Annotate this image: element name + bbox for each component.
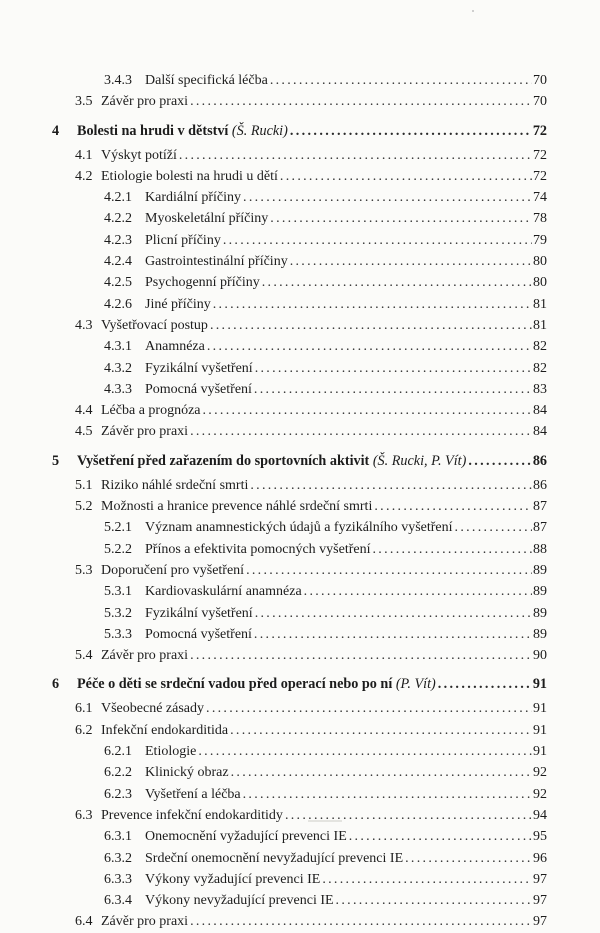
toc-page-number: 70 xyxy=(533,94,547,110)
toc-leader-dots xyxy=(438,672,532,697)
toc-entry[interactable] xyxy=(0,539,547,560)
toc-title xyxy=(145,517,455,538)
toc-title-text: Závěr pro praxi xyxy=(101,424,189,440)
toc-entry[interactable] xyxy=(0,379,547,400)
toc-title xyxy=(145,251,290,272)
toc-title-text: Výkony vyžadující prevenci IE xyxy=(145,871,321,887)
toc-title-text: Význam anamnestických údajů a fyzikálního vyšetření xyxy=(145,520,453,536)
toc-leader-dots xyxy=(179,145,532,166)
toc-title-text: Etiologie bolesti na hrudi u dětí xyxy=(101,168,278,184)
toc-number: 5.3.2 xyxy=(104,605,132,621)
toc-page-number: 70 xyxy=(533,73,547,88)
toc-number: 6.3.3 xyxy=(104,871,132,887)
toc-number: 6.2 xyxy=(75,722,93,738)
toc-leader-dots xyxy=(374,496,532,517)
toc-title xyxy=(145,762,231,783)
toc-title-text: Léčba a prognóza xyxy=(101,403,201,419)
toc-page-number: 94 xyxy=(533,807,547,823)
toc-title-text: Všeobecné zásady xyxy=(101,701,205,717)
toc-leader-dots xyxy=(254,379,532,400)
toc-title xyxy=(145,70,270,91)
toc-title xyxy=(145,294,213,315)
toc-leader-dots xyxy=(270,70,532,91)
toc-title xyxy=(101,91,190,112)
toc-leader-dots xyxy=(190,91,532,112)
toc-title-text: Závěr pro praxi xyxy=(101,94,189,110)
toc-leader-dots xyxy=(304,581,532,602)
toc-entry[interactable] xyxy=(0,315,547,336)
toc-number: 4.2.1 xyxy=(104,190,132,206)
toc-page-number: 81 xyxy=(533,317,547,333)
toc-leader-dots xyxy=(290,119,532,144)
toc-number: 5.3.3 xyxy=(104,626,132,642)
toc-author: (Š. Rucki, P. Vít) xyxy=(372,452,467,469)
toc-title xyxy=(77,672,438,697)
toc-leader-dots xyxy=(290,251,532,272)
toc-entry[interactable] xyxy=(0,560,547,581)
toc-entry[interactable] xyxy=(0,741,547,762)
toc-page-number: 89 xyxy=(533,584,547,600)
toc-entry[interactable] xyxy=(0,294,547,315)
toc-number: 4.3.3 xyxy=(104,381,132,397)
toc-title xyxy=(101,475,250,496)
toc-title-text: Doporučení pro vyšetření xyxy=(101,562,245,578)
toc-title-text: Fyzikální vyšetření xyxy=(145,605,253,621)
toc-number: 5.3 xyxy=(75,562,93,578)
toc-title xyxy=(145,890,336,911)
toc-number: 4.2.4 xyxy=(104,254,132,270)
toc-leader-dots xyxy=(255,603,532,624)
toc-title-text: Srdeční onemocnění nevyžadující prevenci IE xyxy=(145,850,404,866)
toc-title xyxy=(145,624,254,645)
toc-number: 4.3.1 xyxy=(104,339,132,355)
toc-title xyxy=(145,869,322,890)
toc-number: 4.3 xyxy=(75,317,93,333)
toc-chapter[interactable] xyxy=(0,672,547,697)
toc-author: (P. Vít) xyxy=(395,676,436,693)
toc-title xyxy=(145,603,255,624)
toc-entry[interactable] xyxy=(0,475,547,496)
toc-title-text: Vyšetření a léčba xyxy=(145,786,241,802)
toc-number: 3.4.3 xyxy=(104,73,132,88)
toc-entry[interactable] xyxy=(0,91,547,112)
toc-leader-dots xyxy=(373,539,533,560)
toc-title-text: Výkony nevyžadující prevenci IE xyxy=(145,893,334,909)
scan-speck xyxy=(472,10,474,12)
toc-leader-dots xyxy=(207,336,532,357)
toc-entry[interactable] xyxy=(0,805,547,826)
toc-page-number: 80 xyxy=(533,254,547,270)
toc-page-number: 79 xyxy=(533,232,547,248)
toc-leader-dots xyxy=(455,517,532,538)
toc-title xyxy=(101,720,230,741)
toc-title xyxy=(101,145,179,166)
toc-page-number: 97 xyxy=(533,914,547,930)
toc-title-text: Péče o děti se srdeční vadou před operací nebo po ní xyxy=(77,676,396,693)
toc-number: 6.4 xyxy=(75,914,93,930)
toc-leader-dots xyxy=(243,784,532,805)
toc-title xyxy=(145,848,405,869)
toc-leader-dots xyxy=(270,208,532,229)
toc-title xyxy=(145,784,243,805)
toc-title-text: Vyšetřovací postup xyxy=(101,317,208,333)
toc-leader-dots xyxy=(280,166,532,187)
toc-leader-dots xyxy=(468,449,531,474)
toc-page-number: 86 xyxy=(532,452,547,469)
toc-leader-dots xyxy=(213,294,532,315)
toc-title xyxy=(145,336,207,357)
toc-entry[interactable] xyxy=(0,911,547,932)
toc-entry[interactable] xyxy=(0,848,547,869)
toc-title xyxy=(145,826,349,847)
toc-number: 5.1 xyxy=(75,477,93,493)
toc-leader-dots xyxy=(255,358,532,379)
toc-entry[interactable] xyxy=(0,784,547,805)
toc-number: 5 xyxy=(52,452,60,469)
toc-page-number: 82 xyxy=(533,339,547,355)
toc-title-text: Gastrointestinální příčiny xyxy=(145,254,288,270)
toc-page-number: 72 xyxy=(533,147,547,163)
toc-leader-dots xyxy=(190,911,532,932)
toc-entry[interactable] xyxy=(0,251,547,272)
toc-number: 5.2.2 xyxy=(104,541,132,557)
toc-entry[interactable] xyxy=(0,496,547,517)
toc-title xyxy=(101,400,203,421)
toc-title xyxy=(145,741,198,762)
toc-page-number: 84 xyxy=(533,403,547,419)
toc-number: 4 xyxy=(52,122,60,139)
toc-title xyxy=(101,560,246,581)
toc-title xyxy=(145,187,243,208)
toc-leader-dots xyxy=(250,475,532,496)
toc-page-number: 87 xyxy=(533,520,547,536)
toc-entry[interactable] xyxy=(0,698,547,719)
toc-number: 4.2 xyxy=(75,168,93,184)
toc-leader-dots xyxy=(405,848,532,869)
toc-page-number: 97 xyxy=(533,893,547,909)
toc-title xyxy=(101,645,190,666)
toc-number: 6.1 xyxy=(75,701,93,717)
toc-number: 4.2.3 xyxy=(104,232,132,248)
toc-entry[interactable] xyxy=(0,762,547,783)
toc-page-number: 74 xyxy=(533,190,547,206)
toc-entry[interactable] xyxy=(0,70,547,91)
toc-title xyxy=(101,421,190,442)
toc-title xyxy=(101,496,374,517)
toc-page-number: 91 xyxy=(532,676,547,693)
toc-title-text: Přínos a efektivita pomocných vyšetření xyxy=(145,541,371,557)
toc-page-number: 86 xyxy=(533,477,547,493)
toc-number: 5.4 xyxy=(75,648,93,664)
toc-page-number: 97 xyxy=(533,871,547,887)
toc-entry[interactable] xyxy=(0,869,547,890)
toc-author: (Š. Rucki) xyxy=(231,122,288,139)
toc-page-number: 89 xyxy=(533,605,547,621)
toc-leader-dots xyxy=(206,698,532,719)
toc-title-text: Kardiální příčiny xyxy=(145,190,242,206)
toc-number: 5.2 xyxy=(75,499,93,515)
toc-entry[interactable] xyxy=(0,890,547,911)
toc-page-number: 91 xyxy=(533,722,547,738)
toc-entry[interactable] xyxy=(0,230,547,251)
toc-page-number: 72 xyxy=(532,122,547,139)
toc-chapter[interactable] xyxy=(0,449,547,474)
toc-page-number: 72 xyxy=(533,168,547,184)
toc-number: 6.3 xyxy=(75,807,93,823)
toc-title xyxy=(145,379,254,400)
toc-entry[interactable] xyxy=(0,208,547,229)
toc-leader-dots xyxy=(190,645,532,666)
toc-entry[interactable] xyxy=(0,187,547,208)
toc-entry[interactable] xyxy=(0,336,547,357)
toc-title-text: Jiné příčiny xyxy=(145,296,211,312)
toc-title-text: Anamnéza xyxy=(145,339,205,355)
toc-title-text: Psychogenní příčiny xyxy=(145,275,260,291)
toc-page-number: 92 xyxy=(533,765,547,781)
toc-title xyxy=(77,449,468,474)
toc-number: 5.2.1 xyxy=(104,520,132,536)
toc-page-number: 91 xyxy=(533,701,547,717)
toc-title-text: Plicní příčiny xyxy=(145,232,221,248)
toc-title xyxy=(77,119,290,144)
toc-leader-dots xyxy=(262,272,532,293)
toc-title-text: Závěr pro praxi xyxy=(101,914,189,930)
toc-page-number: 92 xyxy=(533,786,547,802)
toc-leader-dots xyxy=(223,230,532,251)
toc-title-text: Prevence infekční endokarditidy xyxy=(101,807,283,823)
toc-title xyxy=(145,272,262,293)
toc-leader-dots xyxy=(210,315,532,336)
toc-entry[interactable] xyxy=(0,400,547,421)
toc-title xyxy=(101,805,285,826)
toc-page-number: 83 xyxy=(533,381,547,397)
toc-entry[interactable] xyxy=(0,517,547,538)
toc-number: 3.5 xyxy=(75,94,93,110)
toc-number: 4.3.2 xyxy=(104,360,132,376)
toc-number: 4.4 xyxy=(75,403,93,419)
toc-number: 6 xyxy=(52,676,60,693)
toc-leader-dots xyxy=(254,624,532,645)
toc-title-text: Kardiovaskulární anamnéza xyxy=(145,584,302,600)
toc-number: 6.2.1 xyxy=(104,744,132,760)
toc-page-number: 84 xyxy=(533,424,547,440)
toc-entry[interactable] xyxy=(0,145,547,166)
toc-title xyxy=(145,358,255,379)
toc-page-number: 80 xyxy=(533,275,547,291)
toc-entry[interactable] xyxy=(0,358,547,379)
toc-page-number: 88 xyxy=(533,541,547,557)
table-of-contents xyxy=(0,70,600,933)
toc-leader-dots xyxy=(231,762,532,783)
toc-number: 6.2.2 xyxy=(104,765,132,781)
toc-leader-dots xyxy=(336,890,532,911)
toc-page-number: 96 xyxy=(533,850,547,866)
toc-entry[interactable] xyxy=(0,603,547,624)
toc-page-number: 87 xyxy=(533,499,547,515)
scan-artifact xyxy=(308,820,342,822)
toc-title xyxy=(101,315,210,336)
toc-entry[interactable] xyxy=(0,166,547,187)
toc-chapter[interactable] xyxy=(0,119,547,144)
toc-page-number: 90 xyxy=(533,648,547,664)
toc-title-text: Pomocná vyšetření xyxy=(145,381,252,397)
toc-entry[interactable] xyxy=(0,624,547,645)
toc-title-text: Pomocná vyšetření xyxy=(145,626,252,642)
toc-number: 4.2.2 xyxy=(104,211,132,227)
toc-leader-dots xyxy=(349,826,532,847)
toc-page-number: 95 xyxy=(533,829,547,845)
toc-page-number: 81 xyxy=(533,296,547,312)
toc-number: 6.3.2 xyxy=(104,850,132,866)
toc-title xyxy=(101,166,280,187)
toc-number: 4.2.5 xyxy=(104,275,132,291)
toc-entry[interactable] xyxy=(0,826,547,847)
toc-entry[interactable] xyxy=(0,421,547,442)
toc-number: 5.3.1 xyxy=(104,584,132,600)
toc-leader-dots xyxy=(203,400,533,421)
toc-title-text: Bolesti na hrudi v dětství xyxy=(77,122,232,139)
toc-page-number: 89 xyxy=(533,626,547,642)
toc-leader-dots xyxy=(322,869,532,890)
toc-entry[interactable] xyxy=(0,272,547,293)
toc-number: 4.1 xyxy=(75,147,93,163)
toc-page-number: 82 xyxy=(533,360,547,376)
toc-title-text: Onemocnění vyžadující prevenci IE xyxy=(145,829,347,845)
toc-title xyxy=(145,581,304,602)
toc-number: 6.3.1 xyxy=(104,829,132,845)
toc-page-number: 89 xyxy=(533,562,547,578)
toc-title-text: Fyzikální vyšetření xyxy=(145,360,253,376)
toc-leader-dots xyxy=(198,741,532,762)
toc-number: 6.3.4 xyxy=(104,893,132,909)
toc-entry[interactable] xyxy=(0,720,547,741)
toc-page-number: 91 xyxy=(533,744,547,760)
toc-number: 6.2.3 xyxy=(104,786,132,802)
toc-title-text: Závěr pro praxi xyxy=(101,648,189,664)
toc-title-text: Vyšetření před zařazením do sportovních aktivit xyxy=(77,452,373,469)
toc-leader-dots xyxy=(243,187,532,208)
toc-leader-dots xyxy=(230,720,532,741)
toc-title xyxy=(145,208,270,229)
toc-title xyxy=(101,698,206,719)
toc-number: 4.5 xyxy=(75,424,93,440)
toc-page-number: 78 xyxy=(533,211,547,227)
toc-title-text: Výskyt potíží xyxy=(101,147,177,163)
toc-leader-dots xyxy=(285,805,532,826)
toc-leader-dots xyxy=(246,560,532,581)
toc-number: 4.2.6 xyxy=(104,296,132,312)
toc-title-text: Myoskeletální příčiny xyxy=(145,211,269,227)
toc-leader-dots xyxy=(190,421,532,442)
toc-title-text: Další specifická léčba xyxy=(145,73,268,88)
toc-title-text: Infekční endokarditida xyxy=(101,722,229,738)
toc-title-text: Etiologie xyxy=(145,744,197,760)
toc-title-text: Klinický obraz xyxy=(145,765,229,781)
toc-title xyxy=(145,230,223,251)
toc-title-text: Riziko náhlé srdeční smrti xyxy=(101,477,249,493)
toc-title-text: Možnosti a hranice prevence náhlé srdeční smrti xyxy=(101,499,373,515)
toc-entry[interactable] xyxy=(0,581,547,602)
toc-title xyxy=(101,911,190,932)
toc-entry[interactable] xyxy=(0,645,547,666)
toc-title xyxy=(145,539,373,560)
